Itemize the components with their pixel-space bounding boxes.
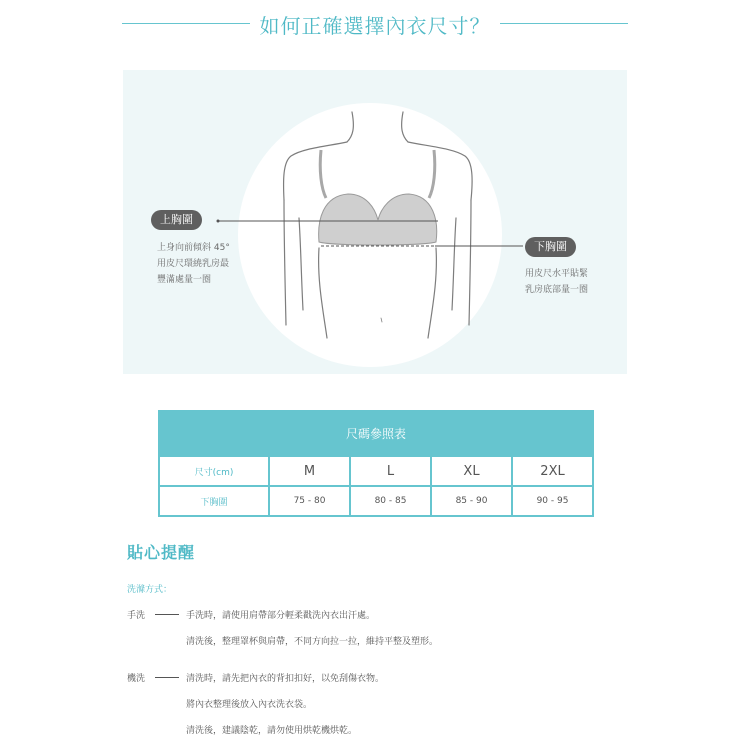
table-row xyxy=(159,486,593,516)
machine-wash-dash xyxy=(155,677,179,678)
upper-bust-note xyxy=(157,240,230,288)
hand-wash-method: 手洗 xyxy=(127,611,146,621)
upper-bust-note-line: 上身向前傾斜 45° xyxy=(157,243,230,253)
under-bust-badge: 下胸圍 xyxy=(525,237,576,257)
range-cell: 85 - 90 xyxy=(431,486,512,516)
upper-bust-note-line: 用皮尺環繞乳房最 xyxy=(157,259,230,269)
table-row xyxy=(159,456,593,486)
table-header-row xyxy=(159,411,593,456)
upper-bust-note-line: 豐滿處量一圈 xyxy=(157,275,212,285)
title-row xyxy=(122,8,628,38)
care-title: 貼心提醒 xyxy=(127,543,196,562)
size-chart-table xyxy=(158,410,594,517)
machine-wash-line: 將內衣整理後放入內衣洗衣袋。 xyxy=(186,700,313,710)
hand-wash-dash xyxy=(155,614,179,615)
machine-wash-line: 清洗時，請先把內衣的背扣扣好，以免刮傷衣物。 xyxy=(186,674,385,684)
size-cell: 2XL xyxy=(512,456,593,486)
measurement-illustration xyxy=(123,70,627,374)
wash-method-label: 洗滌方式： xyxy=(127,585,173,595)
size-cell: M xyxy=(269,456,350,486)
machine-wash-method: 機洗 xyxy=(127,674,146,684)
under-bust-note xyxy=(525,266,588,298)
size-cell: XL xyxy=(431,456,512,486)
range-cell: 80 - 85 xyxy=(350,486,431,516)
size-cell: L xyxy=(350,456,431,486)
title-divider-right xyxy=(500,23,628,24)
hand-wash-line: 手洗時，請使用肩帶部分輕柔戳洗內衣出汗處。 xyxy=(186,611,376,621)
size-chart-title: 尺碼參照表 xyxy=(159,411,593,456)
page-title: 如何正確選擇內衣尺寸？ xyxy=(259,14,491,38)
range-cell: 75 - 80 xyxy=(269,486,350,516)
row-label-size: 尺寸(cm) xyxy=(159,456,269,486)
under-bust-note-line: 用皮尺水平貼緊 xyxy=(525,269,589,279)
upper-bust-badge: 上胸圍 xyxy=(151,210,202,230)
machine-wash-line: 清洗後，建議陰乾，請勿使用烘乾機烘乾。 xyxy=(186,726,358,736)
row-label-under-bust: 下胸圍 xyxy=(159,486,269,516)
under-bust-note-line: 乳房底部量一圈 xyxy=(525,285,589,295)
hand-wash-line: 清洗後，整理罩杯與肩帶，不同方向拉一拉，維持平整及塑形。 xyxy=(186,637,439,647)
range-cell: 90 - 95 xyxy=(512,486,593,516)
